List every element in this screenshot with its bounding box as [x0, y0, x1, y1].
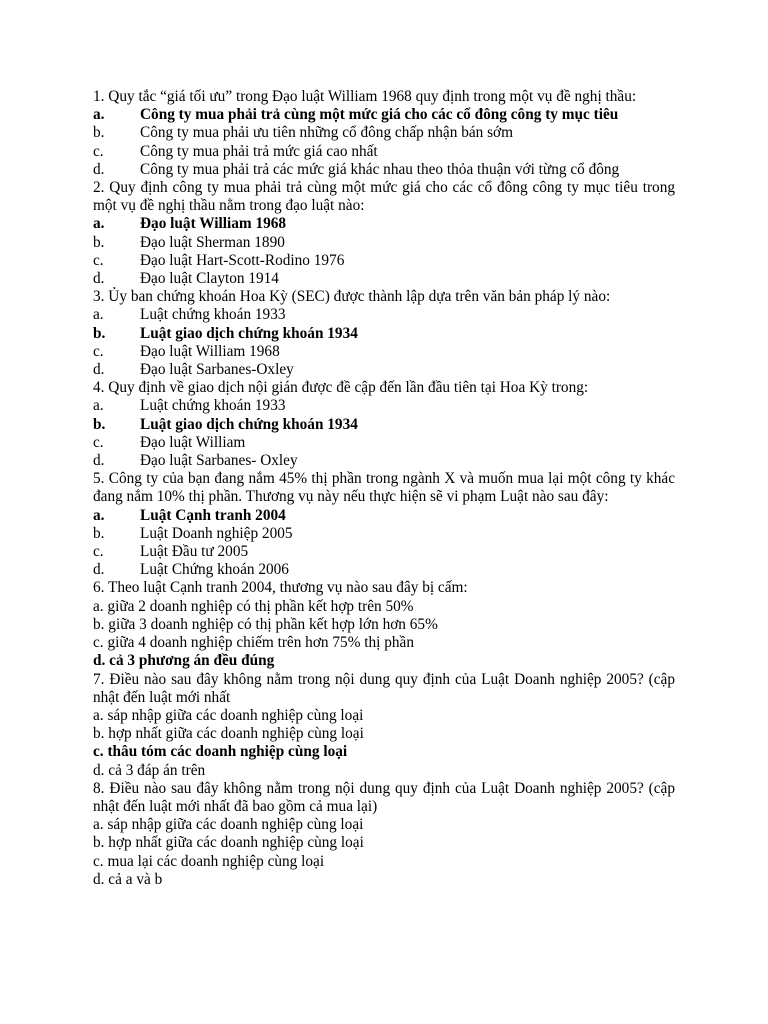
question-3-option-d [93, 361, 675, 379]
question-1-option-d [93, 161, 675, 179]
option-text: Luật giao dịch chứng khoán 1934 [140, 324, 358, 342]
option-letter: d. [93, 270, 105, 288]
option-text: Đạo luật Sherman 1890 [140, 233, 285, 251]
question-3-text: 3. Ủy ban chứng khoán Hoa Kỳ (SEC) được thành lập dựa trên văn bản pháp lý nào: [93, 288, 611, 306]
question-8-option-a: a. sáp nhập giữa các doanh nghiệp cùng loại [93, 816, 364, 834]
option-letter: b. [93, 415, 106, 433]
question-5-option-a [93, 507, 675, 525]
option-text: Công ty mua phải trả mức giá cao nhất [140, 142, 378, 160]
option-text: Luật Doanh nghiệp 2005 [140, 524, 293, 542]
option-text: Luật Chứng khoán 2006 [140, 561, 289, 579]
question-1-option-c [93, 143, 675, 161]
option-text: Đạo luật William 1968 [140, 215, 287, 233]
question-7-option-d: d. cả 3 đáp án trên [93, 761, 206, 779]
option-letter: a. [93, 306, 104, 324]
option-letter: b. [93, 233, 105, 251]
question-7-option-c: c. thâu tóm các doanh nghiệp cùng loại [93, 743, 348, 761]
question-3-option-b [93, 325, 675, 343]
question-7-text: 7. Điều nào sau đây không nằm trong nội dung quy định của Luật Doanh nghiệp 2005? (cập nhật đến luật mới nhất [93, 670, 675, 706]
option-letter: a. [93, 397, 104, 415]
option-text: Đạo luật Hart-Scott-Rodino 1976 [140, 251, 345, 269]
option-letter: d. [93, 160, 105, 178]
question-3-option-a [93, 306, 675, 324]
question-4-option-a [93, 397, 675, 415]
option-text: Đạo luật Sarbanes-Oxley [140, 361, 294, 379]
question-5-option-d [93, 561, 675, 579]
question-5-option-c [93, 543, 675, 561]
question-4-option-d [93, 452, 675, 470]
question-8-text: 8. Điều nào sau đây không nằm trong nội dung quy định của Luật Doanh nghiệp 2005? (cập nhật đến luật mới nhất đã bao gồm cả mua lại) [93, 779, 675, 815]
question-1-text: 1. Quy tắc “giá tối ưu” trong Đạo luật William 1968 quy định trong một vụ đề nghị thầu: [93, 88, 637, 105]
option-letter: a. [93, 215, 105, 233]
option-letter: c. [93, 543, 104, 561]
option-letter: a. [93, 106, 105, 124]
option-letter: a. [93, 506, 105, 524]
question-6-option-a: a. giữa 2 doanh nghiệp có thị phần kết hợp trên 50% [93, 597, 414, 615]
option-text: Luật chứng khoán 1933 [140, 397, 286, 415]
option-letter: d. [93, 452, 105, 470]
question-4-text: 4. Quy định về giao dịch nội gián được đề cập đến lần đầu tiên tại Hoa Kỳ trong: [93, 379, 589, 397]
question-5-text: 5. Công ty của bạn đang nắm 45% thị phần trong ngành X và muốn mua lại một công ty khác đang nắm 10% thị phần. Thương vụ này nếu thực hiện sẽ vi phạm Luật nào sau đây: [93, 470, 675, 506]
question-8-option-d: d. cả a và b [93, 870, 163, 888]
option-letter: c. [93, 251, 104, 269]
question-6-option-b: b. giữa 3 doanh nghiệp có thị phần kết hợp lớn hơn 65% [93, 615, 438, 633]
question-2-text: 2. Quy định công ty mua phải trả cùng một mức giá cho các cổ đông công ty mục tiêu trong một vụ đề nghị thầu nằm trong đạo luật nào: [93, 179, 675, 215]
question-7-option-a: a. sáp nhập giữa các doanh nghiệp cùng loại [93, 706, 364, 724]
option-text: Công ty mua phải trả cùng một mức giá cho các cổ đông công ty mục tiêu [140, 106, 619, 124]
question-3-option-c [93, 343, 675, 361]
document-page [93, 88, 675, 889]
question-1-option-b [93, 124, 675, 142]
option-letter: c. [93, 142, 104, 160]
question-6-option-d: d. cả 3 phương án đều đúng [93, 652, 275, 670]
question-4-option-c [93, 434, 675, 452]
option-letter: d. [93, 561, 105, 579]
question-2-option-c [93, 252, 675, 270]
question-1-option-a [93, 106, 675, 124]
question-7-option-b: b. hợp nhất giữa các doanh nghiệp cùng loại [93, 725, 364, 743]
option-text: Đạo luật Clayton 1914 [140, 270, 279, 288]
option-letter: b. [93, 124, 105, 142]
option-text: Luật giao dịch chứng khoán 1934 [140, 415, 358, 433]
option-text: Đạo luật Sarbanes- Oxley [140, 452, 298, 470]
option-letter: b. [93, 524, 105, 542]
option-letter: d. [93, 361, 105, 379]
option-letter: c. [93, 342, 104, 360]
option-letter: b. [93, 324, 106, 342]
question-2-option-d [93, 270, 675, 288]
option-text: Luật chứng khoán 1933 [140, 306, 286, 324]
option-text: Luật Đầu tư 2005 [140, 543, 249, 561]
question-4-option-b [93, 416, 675, 434]
question-2-option-a [93, 215, 675, 233]
question-6-option-c: c. giữa 4 doanh nghiệp chiếm trên hơn 75% thị phần [93, 634, 414, 652]
option-text: Công ty mua phải ưu tiên những cổ đông chấp nhận bán sớm [140, 124, 514, 142]
question-5-option-b [93, 525, 675, 543]
question-8-option-c: c. mua lại các doanh nghiệp cùng loại [93, 852, 325, 870]
option-text: Luật Cạnh tranh 2004 [140, 506, 286, 524]
question-6-text: 6. Theo luật Cạnh tranh 2004, thương vụ nào sau đây bị cấm: [93, 579, 468, 597]
option-text: Đạo luật William 1968 [140, 342, 280, 360]
option-text: Công ty mua phải trả các mức giá khác nhau theo thỏa thuận với từng cổ đông [140, 160, 620, 178]
option-text: Đạo luật William [140, 433, 246, 451]
question-8-option-b: b. hợp nhất giữa các doanh nghiệp cùng loại [93, 834, 364, 852]
question-2-option-b [93, 234, 675, 252]
option-letter: c. [93, 433, 104, 451]
